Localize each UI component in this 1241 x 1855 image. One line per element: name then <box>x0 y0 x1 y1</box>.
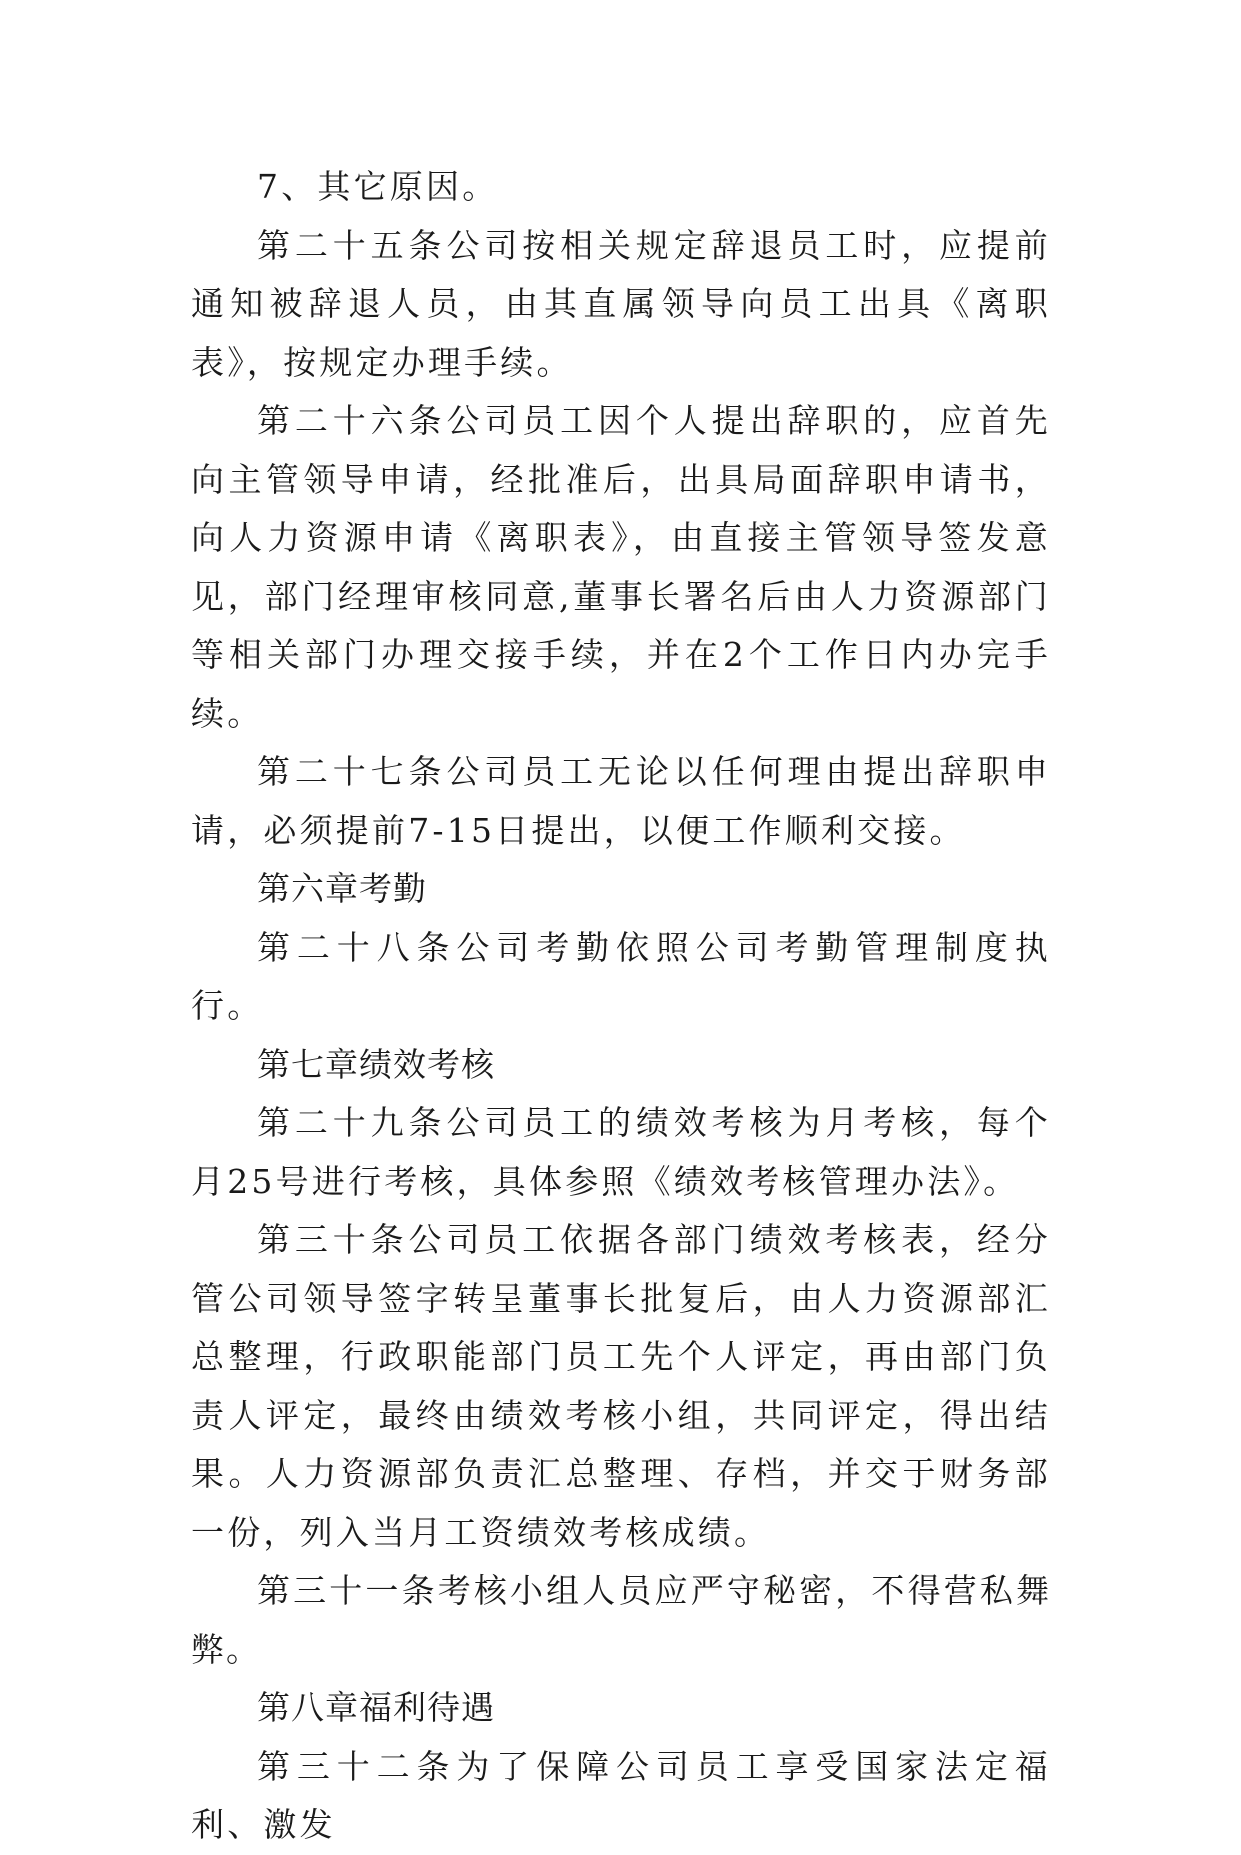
paragraph-article-28: 第二十八条公司考勤依照公司考勤管理制度执行。 <box>191 927 1051 1025</box>
document-body <box>191 158 1051 1855</box>
paragraph-article-31: 第三十一条考核小组人员应严守秘密，不得营私舞弊。 <box>191 1571 1051 1669</box>
paragraph-article-25: 第二十五条公司按相关规定辞退员工时，应提前通知被辞退人员，由其直属领导向员工出具《离职表》，按规定办理手续。 <box>191 225 1051 382</box>
paragraph-article-27: 第二十七条公司员工无论以任何理由提出辞职申请，必须提前7-15日提出，以便工作顺利交接。 <box>191 752 1051 850</box>
paragraph-article-26: 第二十六条公司员工因个人提出辞职的，应首先向主管领导申请，经批准后，出具局面辞职申请书，向人力资源申请《离职表》，由直接主管领导签发意见，部门经理审核同意,董事长署名后由人力资源部门等相关部门办理交接手续，并在2个工作日内办完手续。 <box>191 401 1051 733</box>
paragraph-other-reasons: 7、其它原因。 <box>257 167 499 206</box>
paragraph-article-30: 第三十条公司员工依据各部门绩效考核表，经分管公司领导签字转呈董事长批复后，由人力资源部汇总整理，行政职能部门员工先个人评定，再由部门负责人评定，最终由绩效考核小组，共同评定，得出结果。人力资源部负责汇总整理、存档，并交于财务部一份，列入当月工资绩效考核成绩。 <box>191 1220 1051 1552</box>
chapter-heading-benefits: 第八章福利待遇 <box>257 1688 495 1727</box>
paragraph-article-29: 第二十九条公司员工的绩效考核为月考核，每个月25号进行考核，具体参照《绩效考核管理办法》。 <box>191 1103 1051 1201</box>
paragraph-article-32: 第三十二条为了保障公司员工享受国家法定福利、激发 <box>191 1746 1051 1844</box>
chapter-heading-performance: 第七章绩效考核 <box>257 1044 495 1084</box>
chapter-heading-attendance: 第六章考勤 <box>257 869 427 908</box>
